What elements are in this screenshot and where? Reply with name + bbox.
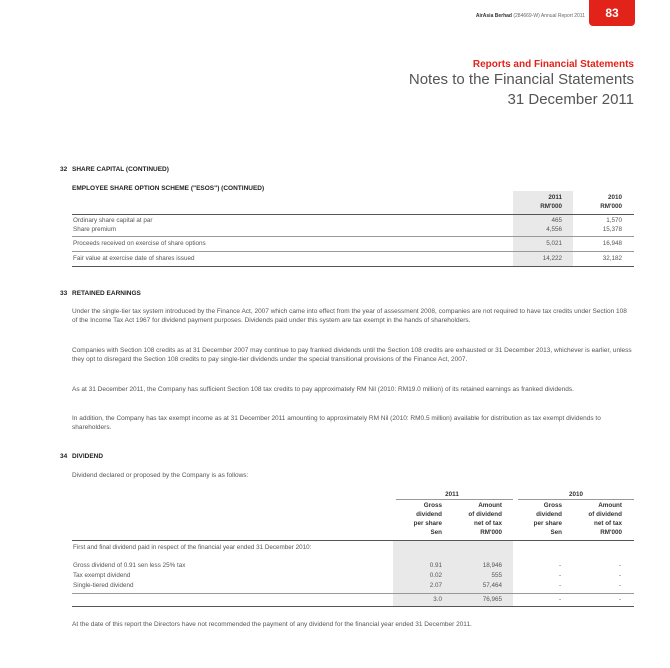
section-title: Reports and Financial Statements	[472, 59, 634, 70]
note-32-subtitle: EMPLOYEE SHARE OPTION SCHEME ("ESOS") (CONTINUED)	[72, 185, 265, 192]
table-cell: 465	[551, 217, 562, 224]
total-cell: 3.0	[433, 596, 442, 603]
table-cell: -	[558, 562, 562, 569]
page-title: Notes to the Financial Statements	[408, 71, 634, 88]
note-33-title: RETAINED EARNINGS	[72, 290, 141, 297]
col-header-line: net of tax	[474, 520, 502, 527]
table-cell: -	[618, 562, 622, 569]
table-row-label: Fair value at exercise date of shares issued	[73, 255, 195, 262]
col-header-line: of dividend	[468, 511, 502, 518]
col-amount-2011	[452, 501, 502, 537]
table-cell: 16,948	[602, 240, 622, 247]
table-row-label: Gross dividend of 0.91 sen less 25% tax	[73, 562, 186, 569]
col-amount-2010	[572, 501, 622, 537]
col-2010: 2010	[607, 194, 622, 201]
col-header-line: per share	[413, 520, 442, 527]
table-cell: -	[618, 582, 622, 589]
col-header-line: RM'000	[600, 529, 622, 536]
note-34-number: 34	[60, 453, 68, 460]
table-cell: 14,222	[542, 255, 562, 262]
company-name: AirAsia Berhad	[475, 13, 512, 19]
paragraph: In addition, the Company has tax exempt income as at 31 December 2011 amounting to approximately RM Nil (2010: RM0.5 million) available for distribution as tax exempt dividends to shareholders.	[72, 415, 601, 431]
table-rule	[72, 266, 634, 267]
page-date: 31 December 2011	[507, 91, 634, 108]
col-header-line: per share	[533, 520, 562, 527]
dividend-section-label: First and final dividend paid in respect of the financial year ended 31 December 2010:	[73, 544, 312, 551]
col-2011-unit: RM'000	[540, 203, 562, 210]
note-32-title: SHARE CAPITAL (CONTINUED)	[72, 166, 169, 173]
total-cell: 76,965	[482, 596, 502, 603]
running-header	[476, 13, 585, 19]
note-34-footer: At the date of this report the Directors have not recommended the payment of any dividend for the financial year ended 31 December 2011.	[72, 621, 472, 628]
year-rule	[396, 499, 513, 500]
col-2011: 2011	[548, 194, 562, 201]
year-2011-heading: 2011	[445, 491, 459, 498]
table-cell: 5,021	[546, 240, 562, 247]
table-rule	[72, 236, 634, 237]
table-rule	[72, 214, 634, 215]
table-cell: 2.07	[429, 582, 442, 589]
table-row-label: Tax exempt dividend	[73, 572, 131, 579]
col-header-line: Gross	[543, 502, 562, 509]
year-rule	[518, 499, 634, 500]
company-number: (284669-W)	[513, 13, 540, 19]
table-rule	[72, 540, 634, 541]
col-gross-2010	[516, 501, 562, 537]
year-2010-heading: 2010	[568, 491, 583, 498]
note-32-number: 32	[60, 166, 68, 173]
col-header-line: Amount	[478, 502, 502, 509]
table-row-label: Single-tiered dividend	[73, 582, 134, 589]
table-cell: -	[558, 572, 562, 579]
note-34-title: DIVIDEND	[72, 453, 104, 460]
col-header-line: Amount	[598, 502, 622, 509]
total-cell: -	[558, 596, 562, 603]
note-34-intro: Dividend declared or proposed by the Company is as follows:	[72, 472, 249, 479]
col-header-line: of dividend	[588, 511, 622, 518]
table-cell: -	[558, 582, 562, 589]
col-header-line: dividend	[416, 511, 442, 518]
table-cell: 0.91	[429, 562, 442, 569]
total-cell: -	[618, 596, 622, 603]
col-header-line: Sen	[430, 529, 442, 536]
col-header-line: Sen	[550, 529, 562, 536]
table-cell: 555	[491, 572, 502, 579]
report-name: Annual Report 2011	[540, 13, 585, 19]
table-cell: 1,570	[606, 217, 622, 224]
col-header-line: Gross	[423, 502, 442, 509]
col-header-line: net of tax	[594, 520, 622, 527]
table-rule	[72, 593, 634, 594]
table-cell: 32,182	[602, 255, 622, 262]
page-number-badge: 83	[589, 0, 635, 26]
table-rule	[72, 606, 634, 607]
paragraph: As at 31 December 2011, the Company has sufficient Section 108 tax credits to pay approximately RM Nil (2010: RM19.0 million) of its retained earnings as franked dividends.	[72, 386, 574, 393]
table-rule	[72, 251, 634, 252]
table-cell: 57,464	[482, 582, 502, 589]
paragraph: Companies with Section 108 credits as at 31 December 2007 may continue to pay franked dividends until the Section 108 credits are exhausted or 31 December 2013, whichever is earlier, unless they opt to disregard the Section 108 credits to pay single-tier dividends under the special transitional provisions of the Finance Act, 2007.	[72, 347, 632, 363]
table-cell: 4,556	[546, 226, 562, 233]
col-2010-unit: RM'000	[600, 203, 622, 210]
col-header-line: RM'000	[480, 529, 502, 536]
table-cell: 18,946	[482, 562, 502, 569]
table-cell: 0.02	[429, 572, 442, 579]
col-header-line: dividend	[536, 511, 562, 518]
table-row-label: Proceeds received on exercise of share options	[73, 240, 206, 247]
table-row-label: Share premium	[73, 226, 117, 233]
table-cell: 15,378	[602, 226, 622, 233]
table-cell: -	[618, 572, 622, 579]
table-row-label: Ordinary share capital at par	[73, 217, 153, 224]
note-33-number: 33	[60, 290, 68, 297]
col-gross-2011	[396, 501, 442, 537]
paragraph: Under the single-tier tax system introduced by the Finance Act, 2007 which came into effect from the year of assessment 2008, companies are not required to have tax credits under Section 108 of the Income Tax Act 1967 for dividend payment purposes. Dividends paid under this system are tax exempt in the hands of shareholders.	[72, 308, 627, 324]
